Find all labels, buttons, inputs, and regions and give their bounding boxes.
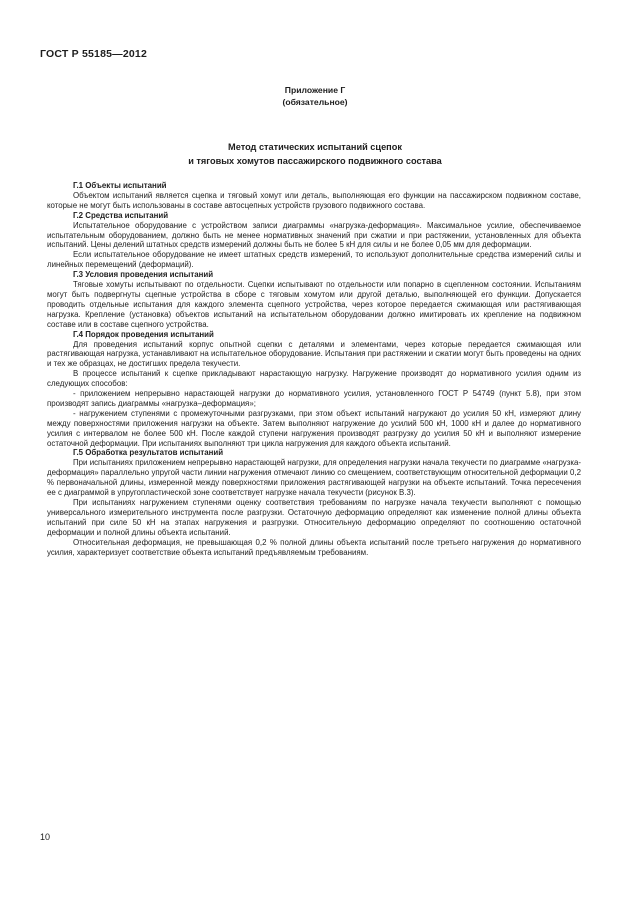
section-g4-paragraph-4: - нагружением ступенями с промежуточными разгрузками, при этом объект испытаний нагружают до усилия 50 кН, измеряют длину между поверхностями приложения нагрузки на объекте. Затем выполняют нагружение до усилий 500 кН, 1000 кН и далее до нормативного усилия с интервалом не более 500 кН. После каждой ступени нагружения производят разгрузку до усилия 50 кН и выполняют измерение остаточной деформации. При испытаниях выполняют три цикла нагружения для каждого объекта испытаний. xyxy=(47,408,581,448)
document-id: ГОСТ Р 55185—2012 xyxy=(40,48,148,60)
section-g5-paragraph-2: При испытаниях нагружением ступенями оценку соответствия требованиям по нагрузке начала текучести выполняют с помощью универсального измерительного инструмента после разгрузки. Остаточную деформацию определяют как изменение полной длины объекта испытаний при силе 50 кН на этапах нагружения и разгрузки. Относительную деформацию определяют по соотношению остаточной деформации и полной длины объекта испытаний. xyxy=(47,498,581,537)
appendix-title: Приложение Г xyxy=(284,85,346,95)
appendix-subtitle: (обязательное) xyxy=(282,97,348,107)
appendix-heading xyxy=(0,84,630,108)
page-number: 10 xyxy=(40,832,51,842)
section-g4-paragraph-2: В процессе испытаний к сцепке прикладывают нарастающую нагрузку. Нагружение производят до нормативного усилия одним из следующих способов: xyxy=(47,369,581,389)
section-heading-g4: Г.4 Порядок проведения испытаний xyxy=(73,329,214,339)
section-g5-paragraph-1: При испытаниях приложением непрерывно нарастающей нагрузки, для определения нагрузки начала текучести по диаграмме «нагрузка-деформация» параллельно упругой части линии нагружения отмечают линию со смещением, соответствующим относительной деформации 0,2 % первоначальной длины, измеренной между поверхностями приложения растягивающей нагрузки на объекте испытаний. Точка пересечения ее с диаграммой в упругопластической зоне соответствует нагрузке начала текучести (рисунок В.3). xyxy=(47,458,581,498)
section-g2-paragraph-1: Испытательное оборудование с устройством записи диаграммы «нагрузка-деформация». Максимальное усилие, обеспечиваемое испытательным оборудованием, должно быть не менее нормативных значений при сжатии и при растяжении, установленных для объекта испытаний. Цены делений штатных средств измерений должны быть не более 5 кН для силы и не более 0,05 мм для деформации. xyxy=(47,220,581,250)
section-g4-paragraph-3: - приложением непрерывно нарастающей нагрузки до нормативного усилия, установленного ГОСТ Р 54749 (пункт 5.8), при этом производят запись диаграммы «нагрузка–деформация»; xyxy=(47,389,581,408)
section-heading-g3: Г.3 Условия проведения испытаний xyxy=(73,270,214,280)
section-heading-g1: Г.1 Объекты испытаний xyxy=(73,181,167,190)
section-g1-paragraph-1: Объектом испытаний является сцепка и тяговый хомут или деталь, выполняющая его функции на пассажирском подвижном составе, которые не могут быть использованы в составе автосцепных устройств грузового подвижного состава. xyxy=(47,190,581,210)
section-g3-paragraph-1: Тяговые хомуты испытывают по отдельности. Сцепки испытывают по отдельности или попарно в сцепленном состоянии. Испытаниям могут быть подвергнуты сцепные устройства в сборе с тяговым хомутом или другой деталью, выполняющей его функции. Допускается проводить отдельные испытания для каждого элемента сцепного устройства, через которое передается сжимающая или растягивающая нагрузка. Крепление (установка) объектов испытаний на испытательном оборудовании должно имитировать их крепление на подвижном составе или в составе сцепного устройства. xyxy=(47,280,581,329)
section-heading-g5: Г.5 Обработка результатов испытаний xyxy=(73,448,224,458)
title-line-1: Метод статических испытаний сцепок xyxy=(228,142,402,152)
section-heading-g2: Г.2 Средства испытаний xyxy=(73,210,169,220)
section-g5-paragraph-3: Относительная деформация, не превышающая 0,2 % полной длины объекта испытаний после третьего нагружения до нормативного усилия, характеризует соответствие объекта испытаний предъявляемым требованиям. xyxy=(47,537,581,557)
section-g4-paragraph-1: Для проведения испытаний корпус опытной сцепки с деталями и элементами, через которые передается сжимающая или растягивающая нагрузка, устанавливают на испытательное оборудование. Испытания при растяжении и сжатии могут быть проведены на одних и тех же образцах, не достигших предела текучести. xyxy=(47,339,581,369)
document-body xyxy=(47,181,581,557)
title-line-2: и тяговых хомутов пассажирского подвижного состава xyxy=(188,156,442,166)
document-title xyxy=(0,140,630,168)
section-g2-paragraph-2: Если испытательное оборудование не имеет штатных средств измерений, то используют дополнительные средства измерений силы и линейных перемещений (деформаций). xyxy=(47,250,581,270)
